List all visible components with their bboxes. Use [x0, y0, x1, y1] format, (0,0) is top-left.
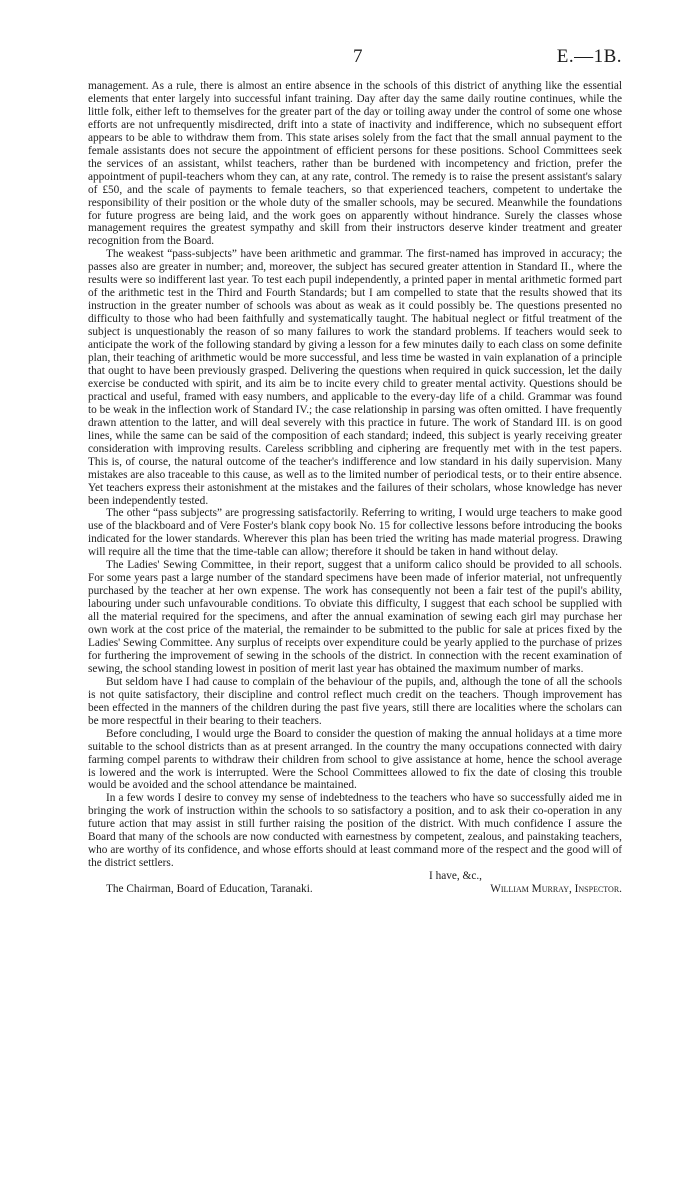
paragraph-infant-training: management. As a rule, there is almost an entire absence in the schools of this district of anything like the essential elements that enter largely into successful infant training. Day after day the same daily routine continues, while the little folk, either left to themselves for the greater part of the day or toiling away under the control of some one whose efforts are not unfrequently misdirected, drift into a state of inactivity and indifference, which no subsequent effort appears to be able to withdraw them from. This state arises solely from the fact that the small annual payment to the female assistants does not secure the appointment of efficient persons for these positions. School Committees seek the services of an assistant, whilst teachers, rather than be burdened with incompetency and friction, prefer the appointment of pupil-teachers whom they can, at any rate, control. The remedy is to raise the present assistant's salary of £50, and the scale of payments to female teachers, so that experienced teachers, competent to undertake the responsibility of their position or the whole duty of the smaller schools, may be secured. Meanwhile the foundations for future progress are being laid, and the work goes on apparently without hindrance. Surely the classes whose management requires the greatest sympathy and skill from their instructors deserve kinder treatment and greater recognition from the Board.: [88, 80, 622, 248]
closing-signature-row: [88, 883, 622, 896]
paragraph-sewing: The Ladies' Sewing Committee, in their report, suggest that a uniform calico should be provided to all schools. For some years past a large number of the standard specimens have been made of inferior material, not unfrequently purchased by the teacher at her own expense. The work has consequently not been a fair test of the pupil's ability, labouring under such unfavourable conditions. To obviate this difficulty, I suggest that each school be supplied with all the material required for the specimens, and after the annual examination of sewing each girl may purchase her own work at the cost price of the material, the remainder to be submitted to the public for sale at prices fixed by the Ladies' Sewing Committee. Any surplus of receipts over expenditure could be yearly applied to the purchase of prizes for furthering the improvement of sewing in the schools of the district. In connection with the recent examination of sewing, the school standing lowest in position of merit last year has obtained the maximum number of marks.: [88, 559, 622, 675]
paragraph-writing-drawing: The other “pass subjects” are progressing satisfactorily. Referring to writing, I would urge teachers to make good use of the blackboard and of Vere Foster's blank copy book No. 15 for collective lessons before introducing the books indicated for the lower standards. Wherever this plan has been tried the writing has made material progress. Drawing will require all the time that the time-table can allow; therefore it should be taken in hand without delay.: [88, 507, 622, 559]
signature: William Murray, Inspector.: [490, 883, 622, 896]
document-reference: E.—1B.: [556, 46, 622, 67]
paragraph-holidays: Before concluding, I would urge the Board to consider the question of making the annual holidays at a time more suitable to the school districts than as at present arranged. In the country the many occupations connected with dairy farming compel parents to withdraw their children from school to give assistance at home, hence the school average is lowered and the work is interrupted. Were the School Committees allowed to fix the date of closing this trouble would be avoided and the school attendance be maintained.: [88, 727, 622, 792]
paragraph-pass-subjects: The weakest “pass-subjects” have been arithmetic and grammar. The first-named has improved in accuracy; the passes also are greater in number; and, moreover, the subject has secured greater attention in Standard II., where the results were so indifferent last year. To test each pupil independently, a printed paper in mental arithmetic formed part of the arithmetic test in the Third and Fourth Standards; but I am compelled to state that the results showed that its instruction in the greater number of schools was about as weak as it could possibly be. The questions presented no difficulty to those who had been faithfully and systematically taught. The habitual neglect or fitful treatment of the subject is unquestionably the reason of so many failures to work the standard problems. If teachers would seek to anticipate the work of the following standard by giving a lesson for a few minutes daily to each class on some definite plan, their teaching of arithmetic would be more successful, and less time be wasted in vain explanation of a principle that ought to have been previously grasped. Delivering the questions when required in quick succession, let the daily exercise be conducted with spirit, and its aim be to incite every child to greater mental activity. Questions should be practical and useful, framed with easy numbers, and applicable to the every-day life of a child. Grammar was found to be weak in the inflection work of Standard IV.; the case relationship in parsing was often omitted. I have frequently drawn attention to the latter, and will deal severely with this practice in future. The work of Standard III. is on good lines, while the same can be said of the composition of each standard; indeed, this subject is yearly receiving greater consideration with improving results. Careless scribbling and ciphering are frequently met with in the test papers. This is, of course, the natural outcome of the teacher's indifference and low standard in his daily supervision. Many mistakes are also traceable to this cause, as well as to the limited number of periodical tests, or to their entire absence. Yet teachers express their astonishment at the mistakes and the failures of their scholars, whose knowledge has never been independently tested.: [88, 248, 622, 507]
closing-salutation-row: [88, 870, 622, 883]
closing-salutation: I have, &c.,: [428, 870, 482, 883]
page-number: 7: [353, 46, 363, 67]
paragraph-conclusion: In a few words I desire to convey my sense of indebtedness to the teachers who have so successfully aided me in bringing the work of instruction within the schools to so satisfactory a position, and to ask their co-operation in any future action that may assist in still further raising the position of the district. With much confidence I assure the Board that many of the schools are now conducted with earnestness by competent, zealous, and painstaking teachers, who are worthy of its confidence, and whose efforts should at least command more of the respect and the good will of the district settlers.: [88, 792, 622, 870]
addressee: The Chairman, Board of Education, Taranaki.: [106, 883, 313, 896]
page-header: [88, 46, 622, 80]
paragraph-behaviour: But seldom have I had cause to complain of the behaviour of the pupils, and, although the tone of all the schools is not quite satisfactory, their discipline and control reflect much credit on the teachers. Though improvement has been effected in the manners of the children during the past five years, still there are localities where the scholars can be more respectful in their bearing to their teachers.: [88, 675, 622, 727]
report-body: [88, 80, 622, 870]
